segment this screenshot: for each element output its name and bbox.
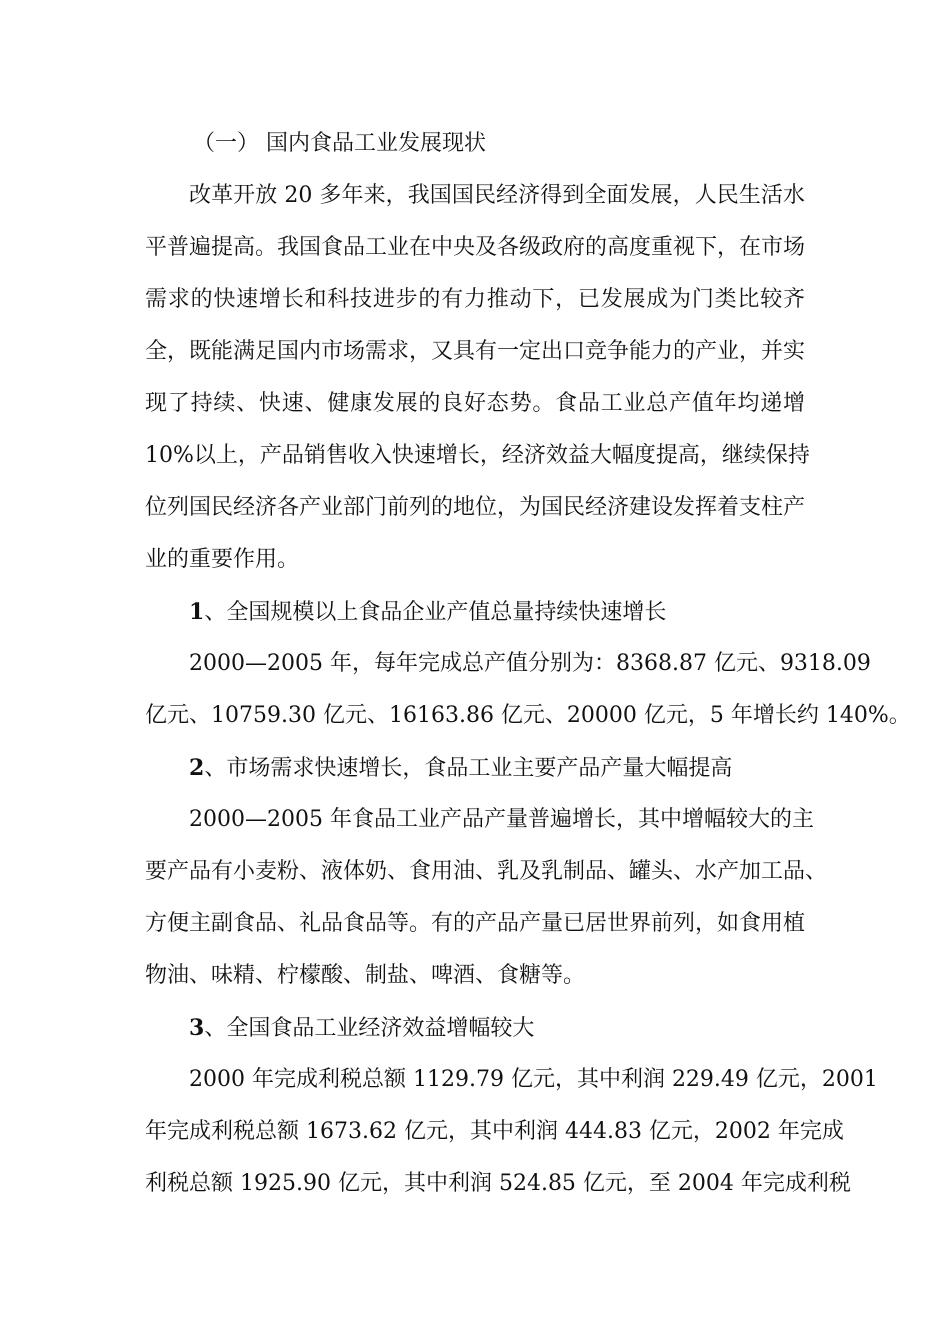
subheading-1 bbox=[189, 597, 805, 627]
subheading-number: 3 bbox=[189, 1015, 205, 1041]
subheading-text: 、全国食品工业经济效益增幅较大 bbox=[204, 1016, 535, 1041]
paragraph-line: 业的重要作用。 bbox=[145, 547, 300, 572]
subheading-text: 、市场需求快速增长，食品工业主要产品产量大幅提高 bbox=[204, 756, 733, 781]
paragraph-line: 位列国民经济各产业部门前列的地位，为国民经济建设发挥着支柱产 bbox=[145, 495, 806, 520]
paragraph-line: 要产品有小麦粉、液体奶、食用油、乳及乳制品、罐头、水产加工品、 bbox=[145, 859, 828, 884]
paragraph-line: 物油、味精、柠檬酸、制盐、啤酒、食糖等。 bbox=[145, 963, 586, 988]
paragraph-line: 10%以上，产品销售收入快速增长，经济效益大幅度提高，继续保持 bbox=[145, 443, 810, 468]
paragraph-line: 2000—2005 年食品工业产品产量普遍增长，其中增幅较大的主 bbox=[189, 807, 814, 832]
paragraph-line: 平普遍提高。我国食品工业在中央及各级政府的高度重视下，在市场 bbox=[145, 235, 806, 260]
paragraph-line: 方便主副食品、礼品食品等。有的产品产量已居世界前列，如食用植 bbox=[145, 911, 806, 936]
subheading-number: 2 bbox=[189, 755, 205, 781]
paragraph-line: 2000 年完成利税总额 1129.79 亿元，其中利润 229.49 亿元，2001 bbox=[189, 1067, 878, 1092]
section-title: （一） 国内食品工业发展现状 bbox=[193, 131, 486, 156]
paragraph-line: 改革开放 20 多年来，我国国民经济得到全面发展，人民生活水 bbox=[189, 183, 805, 208]
paragraph-line: 利税总额 1925.90 亿元，其中利润 524.85 亿元，至 2004 年完成利税 bbox=[145, 1171, 851, 1196]
paragraph-line: 需求的快速增长和科技进步的有力推动下，已发展成为门类比较齐 bbox=[145, 287, 805, 312]
subheading-text: 、全国规模以上食品企业产值总量持续快速增长 bbox=[204, 600, 667, 625]
paragraph-line: 亿元、10759.30 亿元、16163.86 亿元、20000 亿元，5 年增长约 140%。 bbox=[145, 703, 911, 728]
paragraph-line: 现了持续、快速、健康发展的良好态势。食品工业总产值年均递增 bbox=[145, 391, 805, 416]
subheading-3 bbox=[189, 1013, 805, 1043]
paragraph-line: 全，既能满足国内市场需求，又具有一定出口竞争能力的产业，并实 bbox=[145, 339, 806, 364]
paragraph-line: 年完成利税总额 1673.62 亿元，其中利润 444.83 亿元，2002 年完成 bbox=[145, 1119, 844, 1144]
paragraph-line: 2000—2005 年，每年完成总产值分别为：8368.87 亿元、9318.09 bbox=[189, 651, 871, 676]
subheading-number: 1 bbox=[189, 599, 205, 625]
subheading-2 bbox=[189, 753, 805, 783]
